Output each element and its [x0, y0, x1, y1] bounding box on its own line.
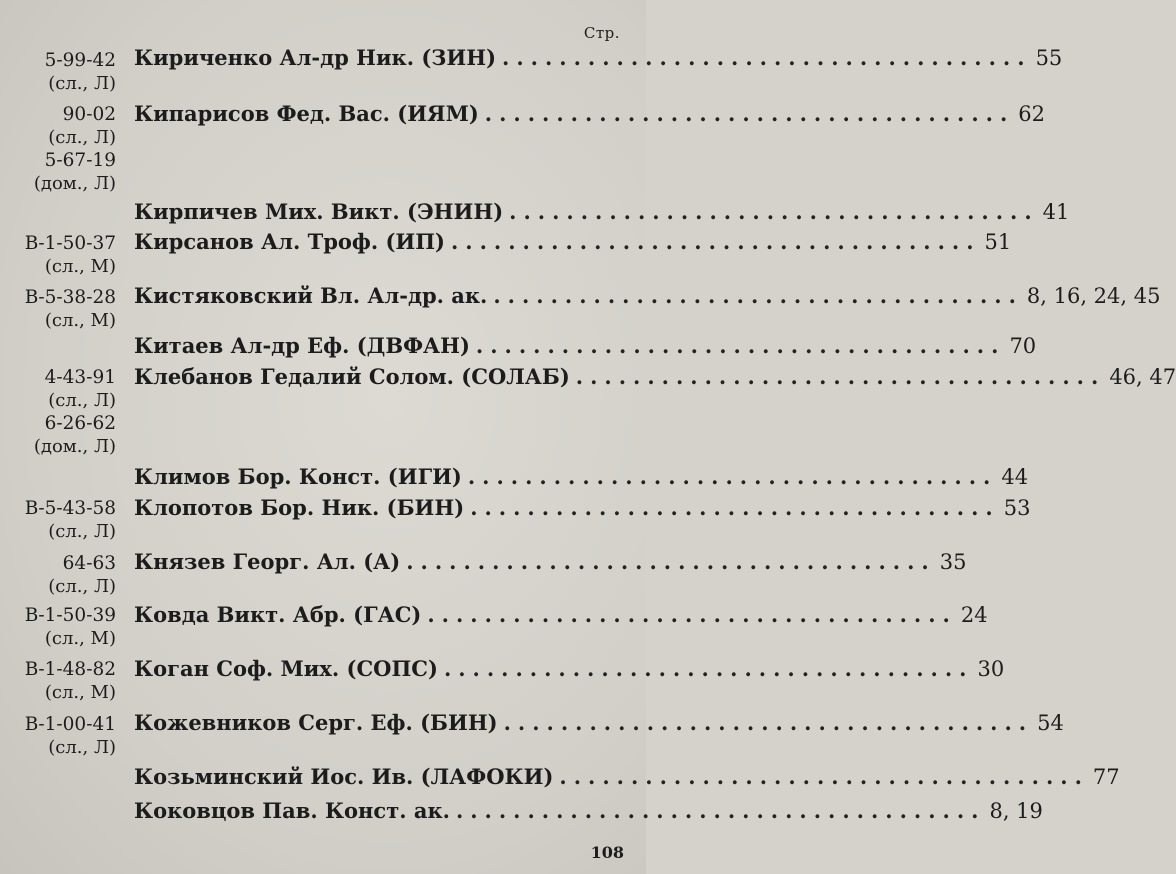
page-refs: 77	[1092, 765, 1120, 789]
phone-type: (сл., Л)	[48, 73, 116, 94]
entry-line	[134, 228, 1012, 256]
phone-type: (дом., Л)	[33, 436, 116, 457]
entry-line	[134, 332, 1037, 360]
phone-type: (сл., Л)	[48, 737, 116, 758]
phone-type: (сл., М)	[44, 310, 116, 331]
page-refs: 30	[977, 657, 1005, 681]
entry-line	[134, 363, 1176, 391]
page-refs: 55	[1035, 46, 1063, 70]
phone-numbers	[8, 604, 116, 650]
phone-number: В-1-50-37	[24, 233, 116, 254]
leader-dots: .....................................	[484, 101, 1015, 126]
leader-dots: .....................................	[493, 283, 1023, 308]
page-refs: 51	[984, 230, 1012, 254]
entry-line	[134, 709, 1064, 737]
phone-type: (сл., М)	[44, 628, 116, 649]
leader-dots: .....................................	[455, 798, 986, 823]
page-refs: 70	[1009, 334, 1037, 358]
phone-type: (дом., Л)	[33, 173, 116, 194]
entry-line	[134, 797, 1043, 825]
entry-line	[134, 282, 1161, 310]
phone-type: (сл., Л)	[48, 127, 116, 148]
page-refs: 24	[960, 603, 988, 627]
phone-number: 6-26-62	[44, 413, 116, 434]
page-refs: 8, 19	[989, 799, 1043, 823]
page-refs: 53	[1003, 496, 1031, 520]
leader-dots: .....................................	[427, 602, 957, 627]
person-name: Князев Георг. Ал. (А)	[134, 549, 401, 574]
leader-dots: .....................................	[443, 656, 974, 681]
leader-dots: .....................................	[502, 45, 1032, 70]
entry-line	[134, 548, 967, 576]
phone-numbers	[8, 497, 116, 543]
page-refs: 44	[1001, 465, 1029, 489]
leader-dots: .....................................	[509, 199, 1039, 224]
leader-dots: .....................................	[451, 229, 981, 254]
leader-dots: .....................................	[503, 710, 1034, 735]
phone-numbers	[8, 366, 116, 458]
pages-column-header: Стр.	[583, 24, 620, 42]
person-name: Кириченко Ал-др Ник. (ЗИН)	[134, 45, 497, 70]
page-refs: 41	[1042, 200, 1070, 224]
phone-type: (сл., М)	[44, 682, 116, 703]
entry-line	[134, 494, 1031, 522]
phone-number: 90-02	[62, 104, 116, 125]
phone-numbers	[8, 49, 116, 95]
phone-type: (сл., Л)	[48, 576, 116, 597]
leader-dots: .....................................	[467, 464, 998, 489]
phone-type: (сл., М)	[44, 256, 116, 277]
entry-line	[134, 44, 1063, 72]
phone-numbers	[8, 103, 116, 195]
person-name: Китаев Ал-др Еф. (ДВФАН)	[134, 333, 470, 358]
person-name: Коковцов Пав. Конст. ак.	[134, 798, 450, 823]
entry-line	[134, 601, 988, 629]
phone-number: В-1-00-41	[24, 714, 116, 735]
phone-number: 64-63	[62, 553, 116, 574]
leader-dots: .....................................	[559, 764, 1089, 789]
person-name: Кирпичев Мих. Викт. (ЭНИН)	[134, 199, 504, 224]
person-name: Кирсанов Ал. Троф. (ИП)	[134, 229, 445, 254]
phone-number: В-1-48-82	[24, 659, 116, 680]
phone-numbers	[8, 552, 116, 598]
person-name: Кожевников Серг. Еф. (БИН)	[134, 710, 498, 735]
entry-line	[134, 100, 1046, 128]
phone-number: 5-67-19	[44, 150, 116, 171]
page-refs: 8, 16, 24, 45	[1026, 284, 1161, 308]
leader-dots: .....................................	[406, 549, 936, 574]
phone-numbers	[8, 232, 116, 278]
leader-dots: .....................................	[475, 333, 1006, 358]
person-name: Кистяковский Вл. Ал-др. ак.	[134, 283, 488, 308]
entry-line	[134, 463, 1029, 491]
leader-dots: .....................................	[470, 495, 1000, 520]
phone-number: 5-99-42	[44, 50, 116, 71]
person-name: Клопотов Бор. Ник. (БИН)	[134, 495, 465, 520]
phone-number: В-1-50-39	[24, 605, 116, 626]
page-refs: 54	[1037, 711, 1064, 735]
page-number: 108	[590, 843, 624, 862]
person-name: Кипарисов Фед. Вас. (ИЯМ)	[134, 101, 479, 126]
phone-numbers	[8, 286, 116, 332]
person-name: Коган Соф. Мих. (СОПС)	[134, 656, 438, 681]
phone-type: (сл., Л)	[48, 521, 116, 542]
page-refs: 62	[1018, 102, 1046, 126]
entry-line	[134, 655, 1005, 683]
phone-number: В-5-43-58	[24, 498, 116, 519]
leader-dots: .....................................	[575, 364, 1106, 389]
entry-line	[134, 198, 1070, 226]
phone-number: В-5-38-28	[24, 287, 116, 308]
person-name: Климов Бор. Конст. (ИГИ)	[134, 464, 462, 489]
person-name: Клебанов Гедалий Солом. (СОЛАБ)	[134, 364, 570, 389]
phone-numbers	[8, 713, 116, 759]
entry-line	[134, 763, 1120, 791]
person-name: Ковда Викт. Абр. (ГАС)	[134, 602, 422, 627]
phone-type: (сл., Л)	[48, 390, 116, 411]
phone-numbers	[8, 658, 116, 704]
person-name: Козьминский Иос. Ив. (ЛАФОКИ)	[134, 764, 554, 789]
page-refs: 46, 47	[1109, 365, 1176, 389]
page-refs: 35	[939, 550, 967, 574]
phone-number: 4-43-91	[44, 367, 116, 388]
